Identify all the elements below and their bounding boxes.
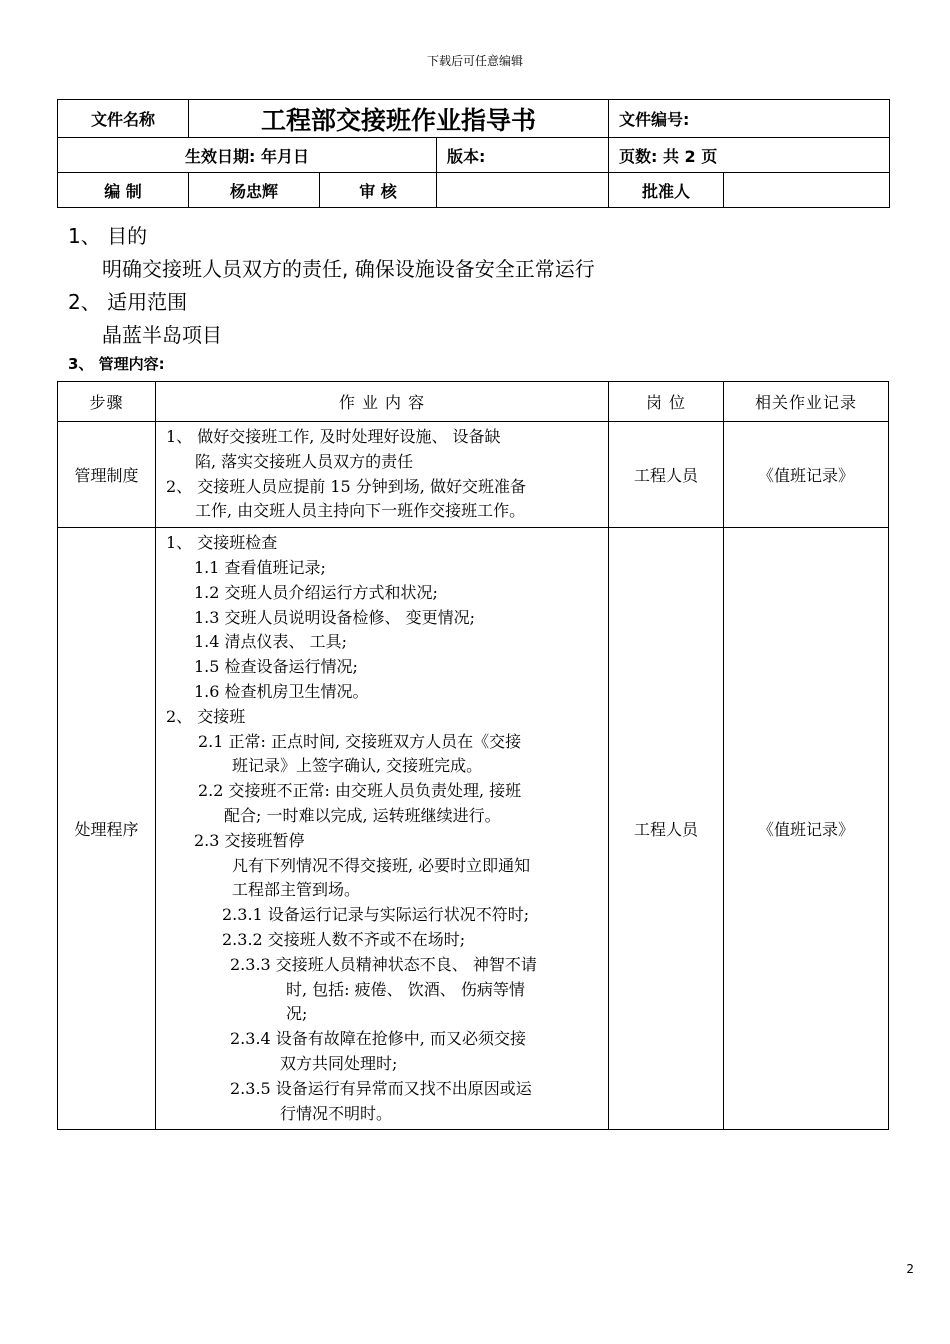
content-line: 配合; 一时难以完成, 运转班继续进行。 — [224, 805, 501, 825]
table-header-row — [58, 382, 889, 422]
col-header-post: 岗 位 — [609, 382, 724, 422]
top-note: 下载后可任意编辑 — [426, 54, 523, 68]
content-line: 1、 交接班检查 — [166, 533, 278, 553]
row-record: 《值班记录》 — [724, 528, 889, 1130]
col-header-record: 相关作业记录 — [724, 382, 889, 422]
content-line: 1.6 检查机房卫生情况。 — [194, 681, 369, 701]
content-line: 双方共同处理时; — [280, 1053, 398, 1073]
section-1-title: 1、 目的 — [68, 224, 148, 248]
content-line: 2.3.3 交接班人员精神状态不良、 神智不请 — [230, 954, 537, 974]
approver-name — [724, 173, 890, 208]
content-line: 1.1 查看值班记录; — [194, 557, 326, 577]
page-number: 2 — [906, 1262, 914, 1276]
file-no-label: 文件编号: — [609, 100, 890, 138]
content-line: 工程部主管到场。 — [232, 880, 361, 900]
row-record: 《值班记录》 — [724, 422, 889, 528]
row-step: 处理程序 — [58, 528, 156, 1130]
row-post: 工程人员 — [609, 422, 724, 528]
row-post: 工程人员 — [609, 528, 724, 1130]
content-line: 2.3 交接班暂停 — [194, 830, 305, 850]
content-line: 班记录》上签字确认, 交接班完成。 — [232, 756, 483, 776]
content-line: 2.3.1 设备运行记录与实际运行状况不符时; — [222, 905, 530, 925]
table-row — [58, 422, 889, 528]
content-line: 陷, 落实交接班人员双方的责任 — [195, 451, 414, 471]
col-header-content: 作 业 内 容 — [156, 382, 609, 422]
content-line: 2.1 正常: 正点时间, 交接班双方人员在《交接 — [198, 731, 522, 751]
content-line: 行情况不明时。 — [280, 1103, 393, 1123]
editor-name: 杨忠辉 — [189, 173, 320, 208]
section-2-body: 晶蓝半岛项目 — [102, 323, 222, 347]
section-3-title: 3、 管理内容: — [68, 355, 165, 373]
review-label: 审 核 — [320, 173, 437, 208]
procedure-table — [57, 381, 889, 1130]
row-content — [156, 528, 609, 1130]
content-line: 1.3 交班人员说明设备检修、 变更情况; — [194, 607, 476, 627]
header-table — [57, 99, 890, 208]
content-line: 2.2 交接班不正常: 由交班人员负责处理, 接班 — [198, 781, 522, 801]
content-line: 2.3.5 设备运行有异常而又找不出原因或运 — [230, 1078, 532, 1098]
content-line: 2、 交接班 — [166, 706, 246, 726]
section-1-body: 明确交接班人员双方的责任, 确保设施设备安全正常运行 — [102, 257, 595, 281]
page-count: 页数: 共 2 页 — [609, 138, 890, 173]
approver-label: 批准人 — [609, 173, 724, 208]
editor-label: 编 制 — [58, 173, 189, 208]
content-line: 况; — [286, 1004, 308, 1024]
version-label: 版本: — [437, 138, 609, 173]
effective-date: 生效日期: 年月日 — [58, 138, 437, 173]
content-line: 凡有下列情况不得交接班, 必要时立即通知 — [232, 855, 531, 875]
review-name — [437, 173, 609, 208]
section-2-title: 2、 适用范围 — [68, 290, 188, 314]
content-line: 1.4 清点仪表、 工具; — [194, 632, 348, 652]
row-content — [156, 422, 609, 528]
content-line: 2.3.2 交接班人数不齐或不在场时; — [222, 929, 466, 949]
content-line: 1.5 检查设备运行情况; — [194, 657, 358, 677]
row-step: 管理制度 — [58, 422, 156, 528]
content-line: 1.2 交班人员介绍运行方式和状况; — [194, 582, 438, 602]
content-line: 2、 交接班人员应提前 15 分钟到场, 做好交班准备 — [166, 476, 526, 496]
content-line: 1、 做好交接班工作, 及时处理好设施、 设备缺 — [166, 427, 501, 446]
col-header-step: 步骤 — [58, 382, 156, 422]
file-name-label: 文件名称 — [58, 100, 189, 138]
content-line: 工作, 由交班人员主持向下一班作交接班工作。 — [195, 501, 526, 521]
table-row — [58, 528, 889, 1130]
content-line: 2.3.4 设备有故障在抢修中, 而又必须交接 — [230, 1029, 526, 1049]
content-line: 时, 包括: 疲倦、 饮酒、 伤病等情 — [286, 979, 525, 999]
document-title: 工程部交接班作业指导书 — [189, 100, 609, 138]
